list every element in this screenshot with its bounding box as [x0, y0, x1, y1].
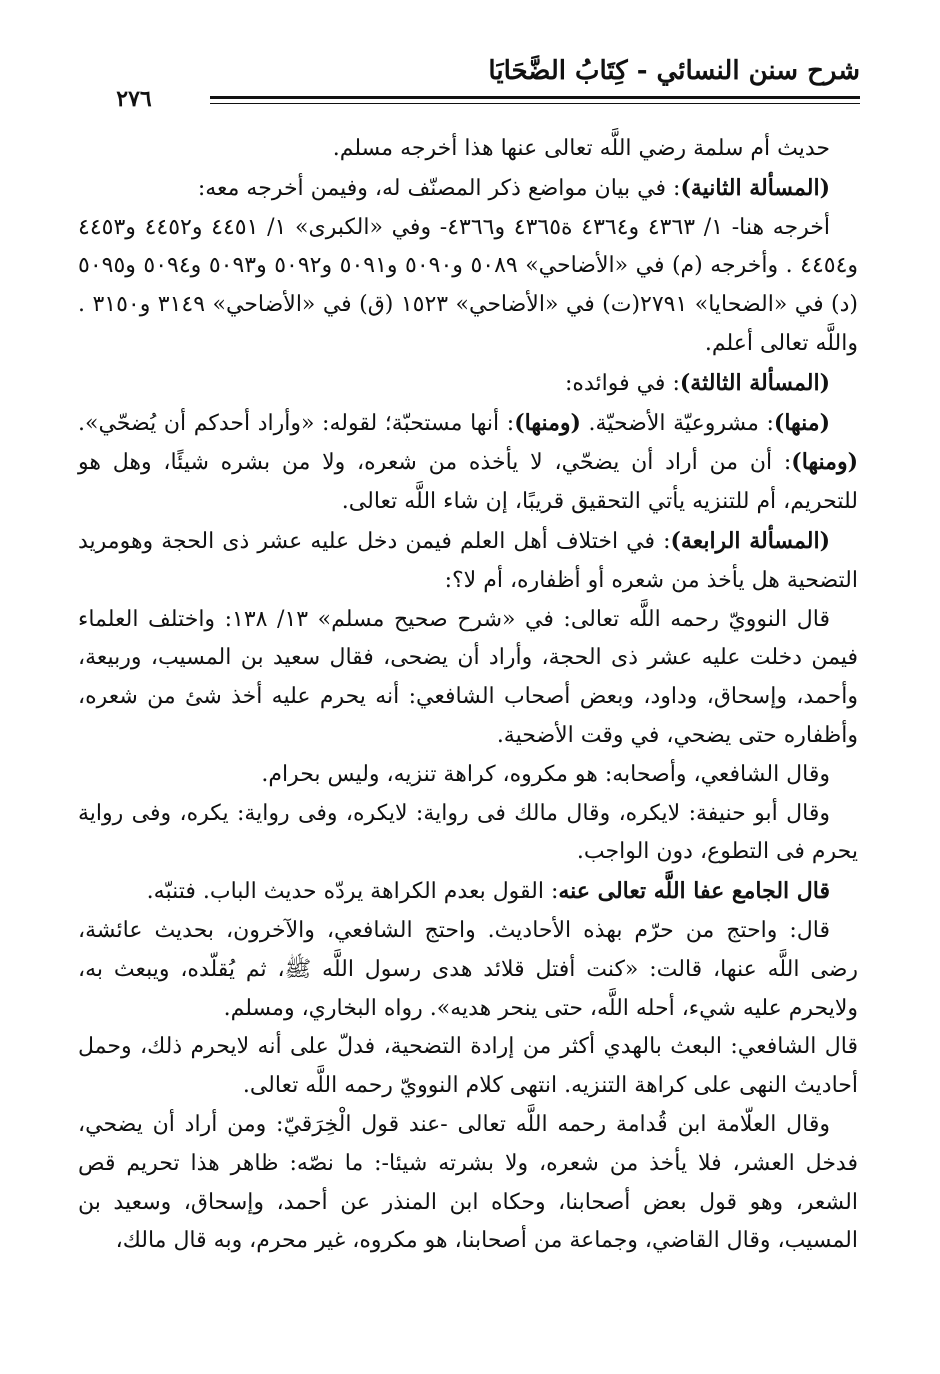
paragraph: [78, 404, 858, 522]
bold-heading: (ومنها): [514, 409, 581, 436]
text-run: وقال الشافعي، وأصحابه: هو مكروه، كراهة تنزيه، وليس بحرام.: [261, 761, 830, 787]
running-title: شرح سنن النسائي - كِتَابُ الضَّحَايَا: [488, 56, 860, 86]
bold-heading: (المسألة الرابعة): [670, 527, 830, 554]
paragraph: [78, 756, 858, 795]
paragraph: [78, 1028, 858, 1106]
bold-heading: (ومنها): [791, 449, 858, 476]
text-run: وقال أبو حنيفة: لايكره، وقال مالك فى رواية: لايكره، وفى رواية: يكره، وفى رواية يحرم فى التطوع، دون الواجب.: [78, 800, 858, 865]
paragraph: [78, 1106, 858, 1261]
paragraph: [78, 209, 858, 364]
paragraph: [78, 364, 858, 404]
bold-heading: قال الجامع عفا اللَّه تعالى عنه: [558, 878, 830, 905]
paragraph: [78, 795, 858, 873]
text-run: : القول بعدم الكراهة يردّه حديث الباب. فتنبّه.: [146, 879, 559, 905]
text-run: حديث أم سلمة رضي اللَّه تعالى عنها هذا أخرجه مسلم.: [332, 136, 830, 161]
paragraph: [78, 522, 858, 601]
paragraph: [78, 130, 858, 169]
text-run: قال: واحتج من حرّم بهذه الأحاديث. واحتج الشافعي، والآخرون، بحديث عائشة، رضى اللَّه عنها، قالت: «كنت أفتل قلائد هدى رسول اللَّه ﷺ، ثم يُقلّده، ويبعث به، ولايحرم عليه شيء، أحله اللَّه، حتى ينحر هديه». رواه البخاري، ومسلم.: [78, 917, 858, 1021]
text-run: قال الشافعي: البعث بالهدي أكثر من إرادة التضحية، فدلّ على أنه لايحرم ذلك، وحمل أحاديث النهى على كراهة التنزيه. انتهى كلام النوويّ رحمه اللَّه تعالى.: [78, 1034, 858, 1099]
page-number: ٢٧٦: [68, 86, 200, 112]
paragraph: [78, 601, 858, 756]
page-body: [78, 130, 858, 1261]
text-run: : مشروعيّة الأضحيّة.: [580, 410, 774, 436]
text-run: : أن من أراد أن يضحّي، لا يأخذه من شعره، ولا من بشره شيئًا، وهل هو للتحريم، أم للتنزيه يأتي التحقيق قريبًا، إن شاء اللَّه تعالى.: [78, 450, 858, 515]
text-run: قال النوويّ رحمه اللَّه تعالى: في «شرح صحيح مسلم» ١٣/ ١٣٨: واختلف العلماء فيمن دخلت عليه عشر ذى الحجة، وأراد أن يضحى، فقال سعيد بن المسيب، وربيعة، وأحمد، وإسحاق، وداود، وبعض أصحاب الشافعي: أنه يحرم عليه أخذ شئ من شعره، وأظفاره حتى يضحي، في وقت الأضحية.: [78, 606, 858, 748]
paragraph: [78, 912, 858, 1028]
bold-heading: (المسألة الثانية): [680, 174, 830, 201]
page-header: [80, 50, 860, 110]
paragraph: [78, 169, 858, 209]
paragraph: [78, 872, 858, 912]
header-rule-thick: [210, 96, 860, 99]
text-run: : في فوائده:: [565, 370, 680, 396]
header-rule-thin: [210, 103, 860, 104]
text-run: : أنها مستحبّة؛ لقوله: «وأراد أحدكم أن يُضحّي».: [78, 410, 515, 436]
bold-heading: (منها): [773, 409, 830, 436]
text-run: : في بيان مواضع ذكر المصنّف له، وفيمن أخرجه معه:: [197, 175, 681, 201]
text-run: : في اختلاف أهل العلم فيمن دخل عليه عشر ذى الحجة وهومريد التضحية هل يأخذ من شعره أو أظفاره، أم لا؟:: [78, 528, 858, 593]
bold-heading: (المسألة الثالثة): [679, 369, 830, 396]
text-run: وقال العلّامة ابن قُدامة رحمه اللَّه تعالى -عند قول الْخِرَقيّ: ومن أراد أن يضحي، فدخل العشر، فلا يأخذ من شعره، ولا بشرته شيئا-: ما نصّه: ظاهر هذا تحريم قص الشعر، وهو قول بعض أصحابنا، وحكاه ابن المنذر عن أحمد، وإسحاق، وسعيد بن المسيب، وقال القاضي، وجماعة من أصحابنا، هو مكروه، غير محرم، وبه قال مالك،: [78, 1111, 858, 1254]
text-run: أخرجه هنا- ١/ ٤٣٦٣ و٤٣٦٤ ة٤٣٦٥ و٤٣٦٦- وفي «الكبرى» ١/ ٤٤٥١ و٤٤٥٢ و٤٤٥٣ و٤٤٥٤ . وأخرجه (م) في «الأضاحي» ٥٠٨٩ و٥٠٩٠ و٥٠٩١ و٥٠٩٢ و٥٠٩٣ و٥٠٩٤ و٥٠٩٥ (د) في «الضحايا» ٢٧٩١(ت) في «الأضاحي» ١٥٢٣ (ق) في «الأضاحي» ٣١٤٩ و٣١٥٠ . واللَّه تعالى أعلم.: [78, 214, 859, 356]
page-number-box: [80, 86, 200, 114]
